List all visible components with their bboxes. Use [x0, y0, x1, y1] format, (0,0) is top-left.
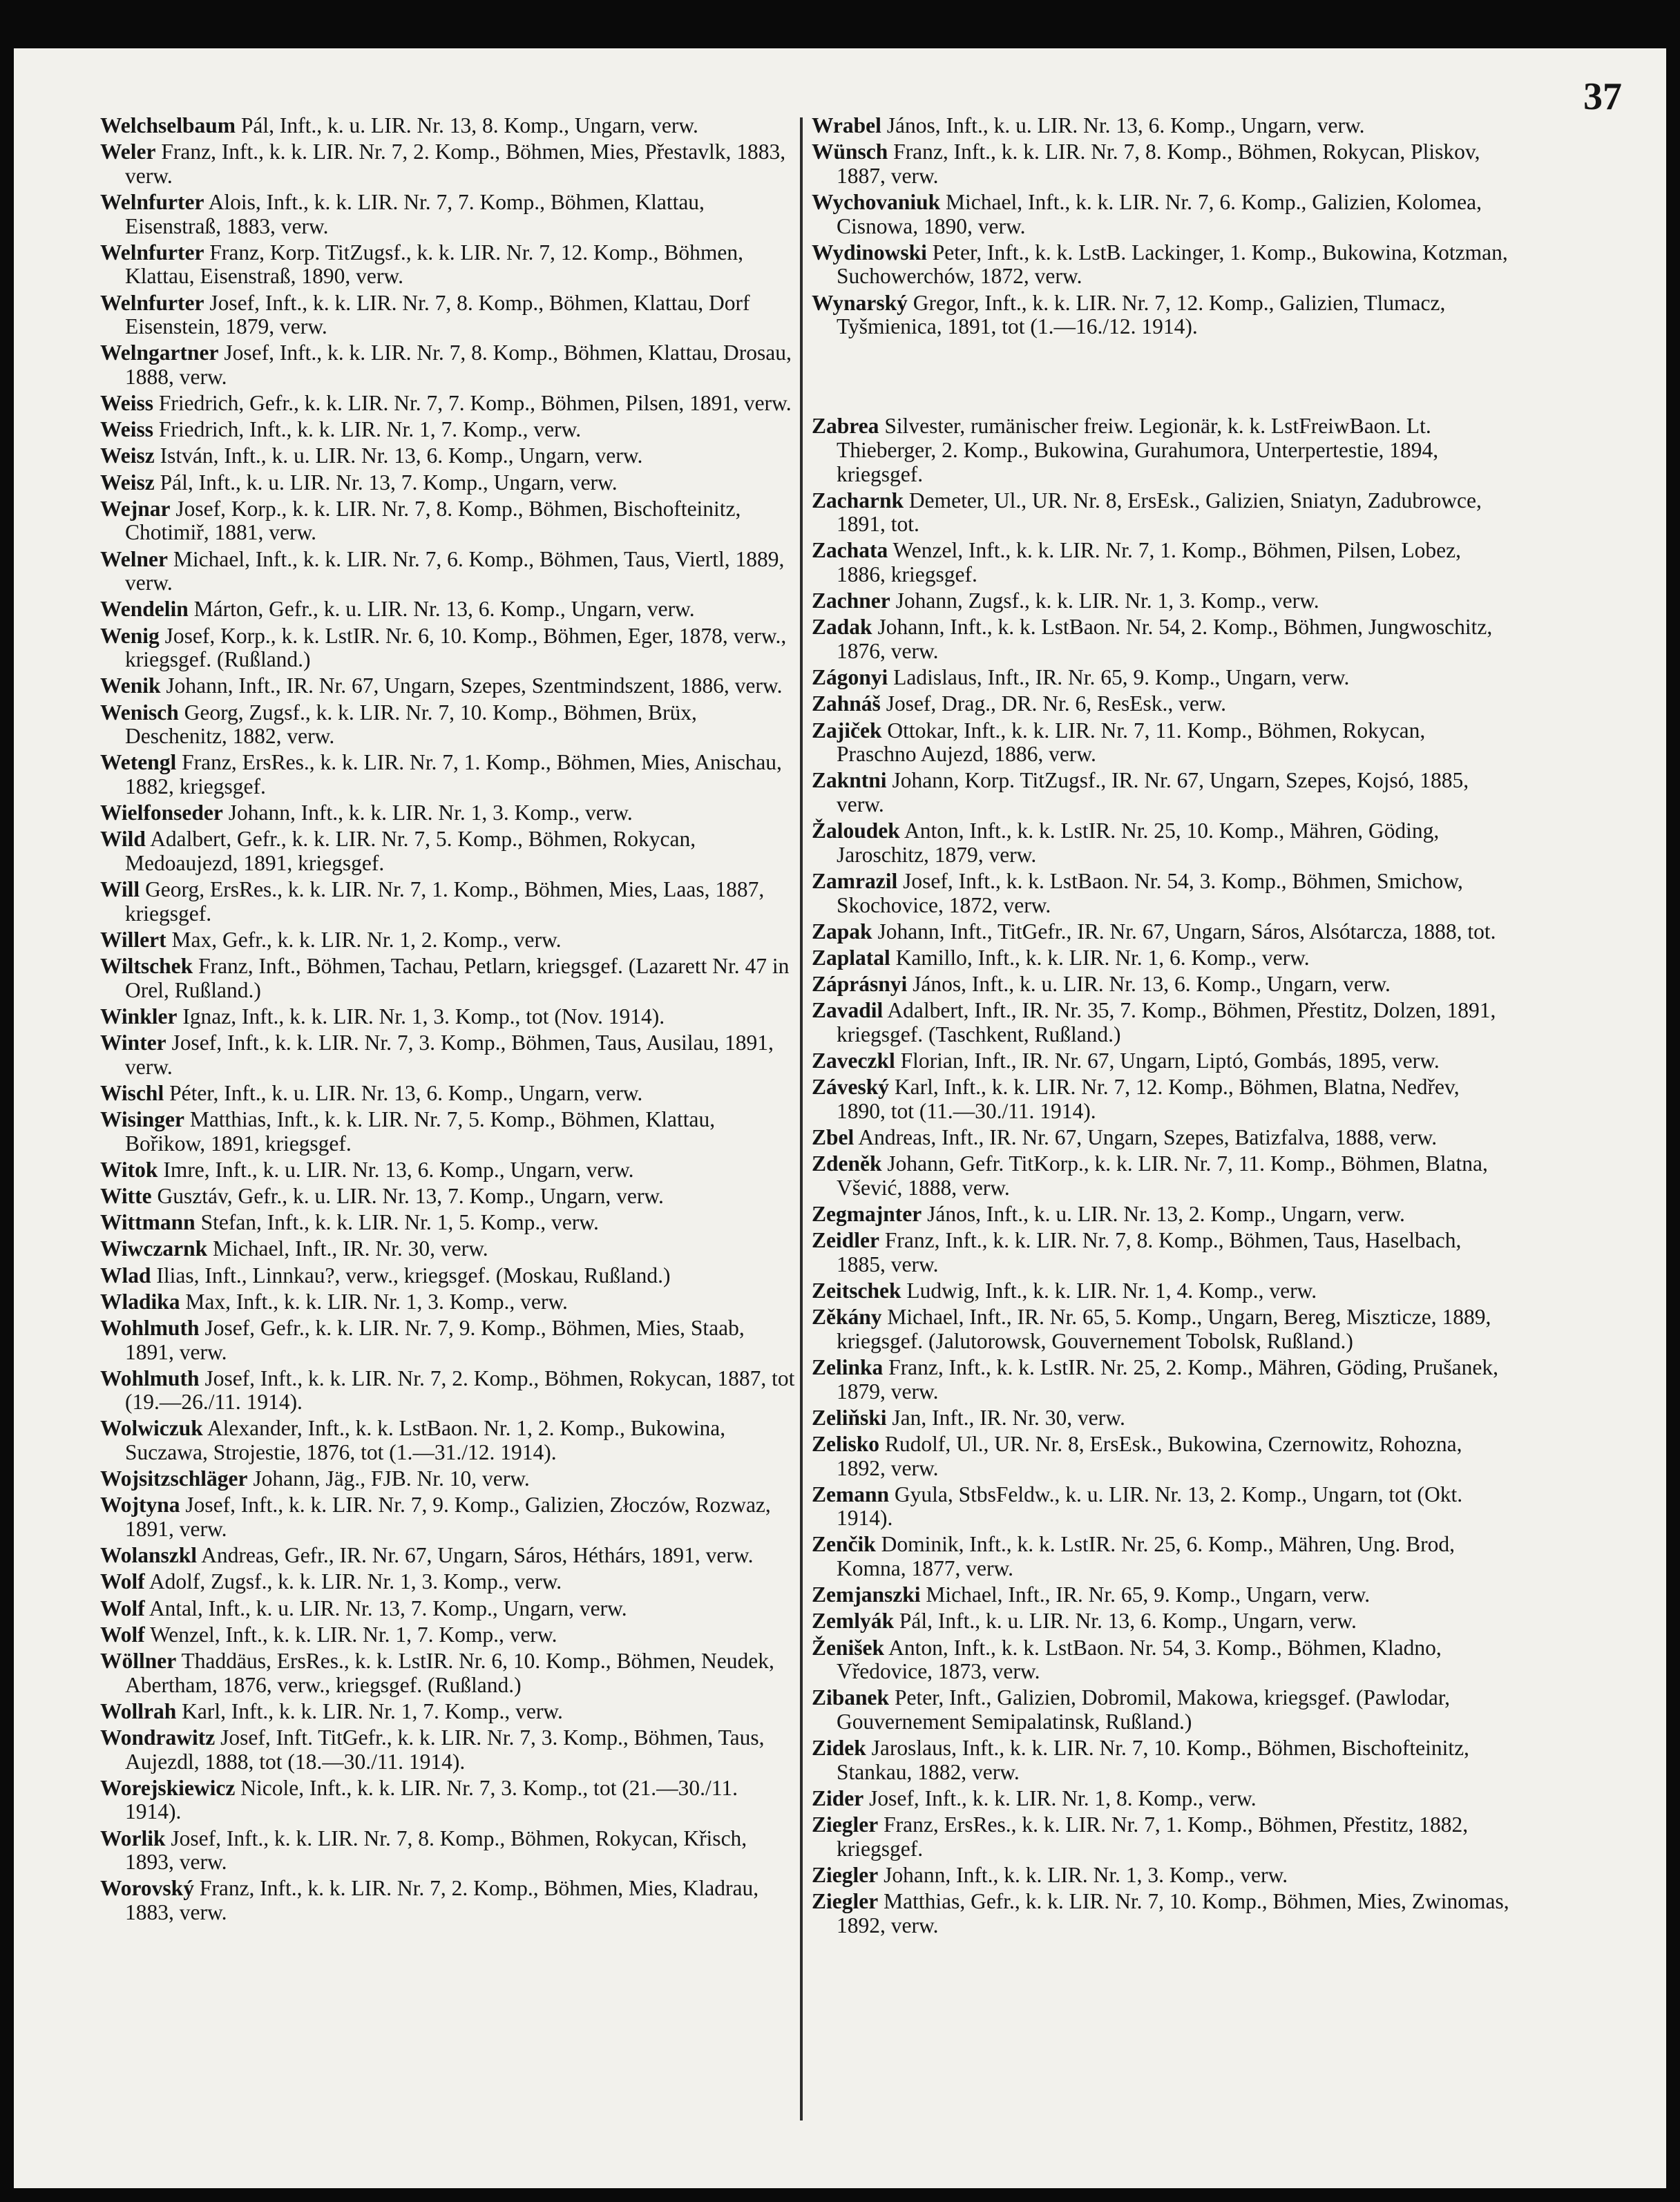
entry-details: Josef, Gefr., k. k. LIR. Nr. 7, 9. Komp., Böhmen, Mies, Staab, 1891, verw. — [125, 1315, 745, 1364]
list-item — [100, 827, 798, 875]
entry-surname: Zadak — [812, 615, 872, 640]
entry-details: Josef, Inft., k. k. LIR. Nr. 7, 9. Komp., Galizien, Złoczów, Rozwaz, 1891, verw. — [125, 1493, 771, 1542]
list-item — [812, 1305, 1509, 1353]
entry-surname: Zacharnk — [812, 488, 904, 513]
list-item — [100, 1493, 798, 1541]
entry-details: Josef, Inft., k. k. LIR. Nr. 7, 8. Komp., Böhmen, Klattau, Drosau, 1888, verw. — [125, 341, 792, 389]
entry-surname: Zaplatal — [812, 945, 890, 970]
entry-details: Pál, Inft., k. u. LIR. Nr. 13, 8. Komp., Ungarn, verw. — [236, 113, 698, 137]
list-item — [812, 414, 1509, 486]
entry-surname: Weisz — [100, 470, 155, 495]
list-item — [100, 1700, 798, 1724]
entry-details: Michael, Inft., k. k. LIR. Nr. 7, 6. Komp., Galizien, Kolomea, Cisnowa, 1890, verw. — [837, 189, 1482, 238]
entry-surname: Zachata — [812, 538, 888, 563]
list-item — [812, 1864, 1509, 1888]
entry-surname: Zakntni — [812, 768, 887, 793]
entry-details: Rudolf, Ul., UR. Nr. 8, ErsEsk., Bukowina, Czernowitz, Rohozna, 1892, verw. — [837, 1431, 1462, 1480]
list-item — [100, 291, 798, 339]
list-item — [812, 1356, 1509, 1404]
entry-surname: Zemann — [812, 1482, 890, 1506]
entry-details: Josef, Korp., k. k. LIR. Nr. 7, 8. Komp., Böhmen, Bischofteinitz, Chotimiř, 1881, verw. — [125, 496, 741, 545]
list-item — [812, 1152, 1509, 1200]
entry-details: Anton, Inft., k. k. LstIR. Nr. 25, 10. Komp., Mähren, Göding, Jaroschitz, 1879, verw. — [837, 818, 1440, 867]
entry-details: Peter, Inft., k. k. LstB. Lackinger, 1. Komp., Bukowina, Kotzman, Suchowerchów, 1872, verw. — [837, 240, 1508, 289]
entry-details: Franz, Inft., Böhmen, Tachau, Petlarn, kriegsgef. (Lazarett Nr. 47 in Orel, Rußland.) — [125, 954, 790, 1002]
list-item — [812, 241, 1509, 289]
list-item — [100, 1417, 798, 1464]
entry-surname: Wiltschek — [100, 954, 193, 979]
entry-surname: Worlik — [100, 1826, 166, 1850]
entry-details: Franz, Inft., k. k. LstIR. Nr. 25, 2. Komp., Mähren, Göding, Prušanek, 1879, verw. — [837, 1354, 1498, 1404]
list-item — [100, 1005, 798, 1029]
entry-surname: Ziegler — [812, 1862, 879, 1887]
entry-details: Ignaz, Inft., k. k. LIR. Nr. 1, 3. Komp., tot (Nov. 1914). — [177, 1004, 665, 1028]
list-item — [812, 819, 1509, 867]
entry-surname: Wynarský — [812, 290, 908, 315]
entry-surname: Wittmann — [100, 1210, 195, 1235]
entry-details: Silvester, rumänischer freiw. Legionär, k. k. LstFreiwBaon. Lt. Thieberger, 2. Komp., Bukowina, Gurahumora, Unterpertestie, 1894, kriegsgef. — [837, 414, 1439, 486]
entry-surname: Wojsitzschläger — [100, 1466, 248, 1491]
entry-details: Alexander, Inft., k. k. LstBaon. Nr. 1, 2. Komp., Bukowina, Suczawa, Strojestie, 1876, tot (1.—31./12. 1914). — [125, 1416, 726, 1465]
entry-details: Jan, Inft., IR. Nr. 30, verw. — [886, 1405, 1125, 1430]
entry-surname: Wydinowski — [812, 240, 927, 265]
entry-details: Johann, Jäg., FJB. Nr. 10, verw. — [247, 1466, 530, 1491]
entry-surname: Zibanek — [812, 1685, 890, 1710]
list-item — [100, 1570, 798, 1594]
entry-surname: Zěkány — [812, 1305, 882, 1330]
list-item — [812, 615, 1509, 663]
list-item — [812, 1787, 1509, 1811]
list-item — [812, 1203, 1509, 1227]
entry-surname: Zeidler — [812, 1228, 879, 1253]
entry-details: Friedrich, Gefr., k. k. LIR. Nr. 7, 7. Komp., Böhmen, Pilsen, 1891, verw. — [153, 391, 792, 416]
entry-details: Josef, Korp., k. k. LstIR. Nr. 6, 10. Komp., Böhmen, Eger, 1878, verw., kriegsgef. (Rußland.) — [125, 623, 787, 672]
entry-surname: Wendelin — [100, 597, 189, 622]
section-gap — [812, 341, 1509, 414]
entry-surname: Wisinger — [100, 1107, 184, 1131]
entry-surname: Worejskiewicz — [100, 1775, 236, 1800]
entry-details: Ladislaus, Inft., IR. Nr. 65, 9. Komp., Ungarn, verw. — [888, 665, 1350, 690]
list-item — [812, 1229, 1509, 1276]
entry-surname: Zapak — [812, 919, 872, 944]
entry-details: Thaddäus, ErsRes., k. k. LstIR. Nr. 6, 10. Komp., Böhmen, Neudek, Abertham, 1876, verw., kriegsgef. (Rußland.) — [125, 1648, 774, 1697]
entry-surname: Witte — [100, 1183, 152, 1208]
entry-surname: Wejnar — [100, 496, 171, 521]
list-item — [812, 719, 1509, 767]
list-item — [100, 1649, 798, 1697]
list-item — [100, 1544, 798, 1568]
entry-surname: Weiss — [100, 391, 154, 416]
entry-surname: Witok — [100, 1157, 158, 1182]
entry-surname: Welnfurter — [100, 240, 204, 265]
list-item — [812, 1279, 1509, 1303]
entry-details: Josef, Inft., k. k. LIR. Nr. 7, 8. Komp., Böhmen, Klattau, Dorf Eisenstein, 1879, verw. — [125, 290, 750, 339]
entry-surname: Žaloudek — [812, 818, 900, 843]
entry-surname: Worovský — [100, 1876, 194, 1901]
entry-surname: Zbel — [812, 1125, 855, 1150]
entry-surname: Will — [100, 877, 140, 902]
list-item — [100, 1264, 798, 1288]
list-item — [812, 769, 1509, 816]
entry-surname: Zegmajnter — [812, 1202, 922, 1226]
list-item — [100, 1467, 798, 1491]
entry-details: István, Inft., k. u. LIR. Nr. 13, 6. Komp., Ungarn, verw. — [154, 443, 643, 468]
entry-surname: Wolf — [100, 1622, 145, 1647]
entry-details: Wenzel, Inft., k. k. LIR. Nr. 1, 7. Komp., verw. — [144, 1622, 557, 1647]
list-item — [812, 1483, 1509, 1531]
column-divider — [800, 117, 803, 2120]
entry-surname: Wischl — [100, 1080, 164, 1105]
entry-surname: Wohlmuth — [100, 1315, 200, 1340]
entry-details: Anton, Inft., k. k. LstBaon. Nr. 54, 3. Komp., Böhmen, Kladno, Vředovice, 1873, verw. — [837, 1635, 1442, 1684]
entry-surname: Wondrawitz — [100, 1725, 216, 1750]
list-item — [100, 1317, 798, 1364]
entry-surname: Zelinka — [812, 1354, 884, 1379]
entry-details: Adalbert, Inft., IR. Nr. 35, 7. Komp., Böhmen, Přestitz, Dolzen, 1891, kriegsgef. (Taschkent, Rußland.) — [837, 998, 1496, 1046]
entry-surname: Zemjanszki — [812, 1582, 921, 1607]
entry-details: Johann, Zugsf., k. k. LIR. Nr. 1, 3. Komp., verw. — [890, 588, 1319, 613]
entry-details: Josef, Drag., DR. Nr. 6, ResEsk., verw. — [880, 691, 1226, 716]
entry-details: Georg, Zugsf., k. k. LIR. Nr. 7, 10. Komp., Böhmen, Brüx, Deschenitz, 1882, verw. — [125, 700, 697, 749]
entry-surname: Wolf — [100, 1596, 145, 1620]
entry-details: Antal, Inft., k. u. LIR. Nr. 13, 7. Komp., Ungarn, verw. — [144, 1596, 627, 1620]
entry-surname: Welchselbaum — [100, 113, 236, 137]
entry-details: Franz, Inft., k. k. LIR. Nr. 7, 8. Komp., Böhmen, Taus, Haselbach, 1885, verw. — [837, 1228, 1462, 1276]
entry-surname: Zaveczkl — [812, 1049, 895, 1073]
entry-surname: Willert — [100, 927, 166, 952]
entry-details: Josef, Inft., k. k. LIR. Nr. 1, 8. Komp., verw. — [863, 1785, 1257, 1810]
entry-details: Adalbert, Gefr., k. k. LIR. Nr. 7, 5. Komp., Böhmen, Rokycan, Medoaujezd, 1891, kriegsgef. — [125, 827, 696, 875]
entry-surname: Zavadil — [812, 998, 884, 1023]
entry-surname: Ženišek — [812, 1635, 885, 1660]
entry-surname: Wenisch — [100, 700, 179, 725]
list-item — [812, 114, 1509, 138]
entry-details: Johann, Gefr. TitKorp., k. k. LIR. Nr. 7, 11. Komp., Böhmen, Blatna, Všević, 1888, verw. — [837, 1151, 1488, 1200]
entry-details: Franz, Korp. TitZugsf., k. k. LIR. Nr. 7, 12. Komp., Böhmen, Klattau, Eisenstraß, 1890, verw. — [125, 240, 743, 289]
entry-surname: Weiss — [100, 417, 154, 442]
entry-details: Georg, ErsRes., k. k. LIR. Nr. 7, 1. Komp., Böhmen, Mies, Laas, 1887, kriegsgef. — [125, 877, 765, 926]
document-page — [14, 48, 1666, 2188]
entry-surname: Zachner — [812, 588, 890, 613]
entry-details: Josef, Inft. TitGefr., k. k. LIR. Nr. 7, 3. Komp., Böhmen, Taus, Aujezdl, 1888, tot (18.—30./11. 1914). — [125, 1725, 765, 1774]
list-item — [812, 1736, 1509, 1784]
entry-details: Peter, Inft., Galizien, Dobromil, Makowa, kriegsgef. (Pawlodar, Gouvernement Semipalatinsk, Rußland.) — [837, 1685, 1450, 1734]
entry-surname: Wladika — [100, 1289, 180, 1314]
list-item — [100, 624, 798, 672]
entry-surname: Welnfurter — [100, 290, 204, 315]
entry-details: Josef, Inft., k. k. LIR. Nr. 7, 2. Komp., Böhmen, Rokycan, 1887, tot (19.—26./11. 1914). — [125, 1366, 795, 1415]
entry-surname: Wiwczarnk — [100, 1236, 208, 1261]
entry-surname: Zelisko — [812, 1431, 880, 1456]
entry-surname: Wenik — [100, 673, 161, 698]
list-item — [100, 392, 798, 416]
list-item — [100, 801, 798, 825]
list-item — [100, 444, 798, 468]
entry-surname: Wöllner — [100, 1648, 177, 1673]
entry-surname: Wohlmuth — [100, 1366, 200, 1390]
entry-details: Nicole, Inft., k. k. LIR. Nr. 7, 3. Komp., tot (21.—30./11. 1914). — [125, 1775, 738, 1824]
entry-surname: Wenig — [100, 623, 160, 648]
entry-details: Franz, ErsRes., k. k. LIR. Nr. 7, 1. Komp., Böhmen, Přestitz, 1882, kriegsgef. — [837, 1812, 1469, 1861]
list-item — [812, 140, 1509, 188]
entry-details: Max, Gefr., k. k. LIR. Nr. 1, 2. Komp., verw. — [166, 927, 562, 952]
entry-details: Johann, Inft., IR. Nr. 67, Ungarn, Szepes, Szentmindszent, 1886, verw. — [160, 673, 783, 698]
list-item — [100, 701, 798, 749]
entry-details: Pál, Inft., k. u. LIR. Nr. 13, 7. Komp., Ungarn, verw. — [154, 470, 618, 495]
list-item — [100, 114, 798, 138]
list-item — [100, 878, 798, 926]
entry-surname: Zeliňski — [812, 1405, 887, 1430]
entry-surname: Zeitschek — [812, 1278, 901, 1303]
entry-details: Michael, Inft., k. k. LIR. Nr. 7, 6. Komp., Böhmen, Taus, Viertl, 1889, verw. — [125, 546, 785, 595]
entry-surname: Wetengl — [100, 750, 177, 775]
list-item — [812, 946, 1509, 970]
list-item — [100, 241, 798, 289]
entry-surname: Wolwiczuk — [100, 1416, 203, 1441]
entry-details: János, Inft., k. u. LIR. Nr. 13, 6. Komp., Ungarn, verw. — [907, 972, 1391, 997]
entry-details: Franz, Inft., k. k. LIR. Nr. 7, 2. Komp., Böhmen, Mies, Kladrau, 1883, verw. — [125, 1876, 759, 1924]
list-item — [100, 597, 798, 622]
list-item — [812, 973, 1509, 997]
list-item — [100, 1031, 798, 1079]
right-column — [812, 114, 1509, 2165]
list-item — [812, 1813, 1509, 1861]
list-item — [100, 1211, 798, 1235]
list-item — [100, 674, 798, 698]
entry-details: Gusztáv, Gefr., k. u. LIR. Nr. 13, 7. Komp., Ungarn, verw. — [151, 1183, 664, 1208]
entry-surname: Zidek — [812, 1736, 866, 1761]
entry-details: Max, Inft., k. k. LIR. Nr. 1, 3. Komp., verw. — [180, 1289, 568, 1314]
entry-surname: Záprásnyi — [812, 972, 908, 997]
entry-details: János, Inft., k. u. LIR. Nr. 13, 6. Komp., Ungarn, verw. — [881, 113, 1365, 137]
entry-surname: Wolanszkl — [100, 1543, 198, 1568]
list-item — [100, 1877, 798, 1924]
entry-details: Michael, Inft., IR. Nr. 65, 9. Komp., Ungarn, verw. — [920, 1582, 1371, 1607]
entry-surname: Zabrea — [812, 414, 879, 439]
entry-details: Karl, Inft., k. k. LIR. Nr. 1, 7. Komp., verw. — [176, 1698, 563, 1723]
entry-surname: Winter — [100, 1031, 166, 1055]
list-item — [100, 928, 798, 952]
list-item — [100, 1158, 798, 1183]
entry-details: Johann, Inft., TitGefr., IR. Nr. 67, Ungarn, Sáros, Alsótarcza, 1888, tot. — [872, 919, 1496, 944]
entry-surname: Zajiček — [812, 718, 882, 743]
entry-details: Ottokar, Inft., k. k. LIR. Nr. 7, 11. Komp., Böhmen, Rokycan, Praschno Aujezd, 1886, verw. — [837, 718, 1426, 767]
entry-surname: Wild — [100, 827, 146, 852]
list-item — [100, 1623, 798, 1647]
list-item — [100, 497, 798, 545]
entry-surname: Zemlyák — [812, 1609, 895, 1634]
entry-details: Josef, Inft., k. k. LIR. Nr. 7, 3. Komp., Böhmen, Taus, Ausilau, 1891, verw. — [125, 1031, 774, 1079]
list-item — [100, 955, 798, 1002]
list-item — [100, 1367, 798, 1415]
list-item — [812, 539, 1509, 586]
entry-details: Jaroslaus, Inft., k. k. LIR. Nr. 7, 10. Komp., Böhmen, Bischofteinitz, Stankau, 1882, verw. — [837, 1736, 1469, 1784]
list-item — [812, 1583, 1509, 1607]
list-item — [100, 1827, 798, 1875]
entry-surname: Wielfonseder — [100, 801, 223, 825]
entry-details: Franz, Inft., k. k. LIR. Nr. 7, 2. Komp., Böhmen, Mies, Přestavlk, 1883, verw. — [125, 140, 786, 188]
entry-details: Gyula, StbsFeldw., k. u. LIR. Nr. 13, 2. Komp., Ungarn, tot (Okt. 1914). — [837, 1482, 1463, 1531]
entry-details: Pál, Inft., k. u. LIR. Nr. 13, 6. Komp., Ungarn, verw. — [894, 1609, 1357, 1634]
entry-details: Johann, Inft., k. k. LIR. Nr. 1, 3. Komp., verw. — [222, 801, 633, 825]
entry-surname: Zenčik — [812, 1532, 876, 1557]
entry-details: Matthias, Inft., k. k. LIR. Nr. 7, 5. Komp., Böhmen, Klattau, Bořikow, 1891, kriegsgef. — [125, 1107, 716, 1156]
entry-details: Johann, Inft., k. k. LstBaon. Nr. 54, 2. Komp., Böhmen, Jungwoschitz, 1876, verw. — [837, 615, 1493, 664]
entry-surname: Ziegler — [812, 1812, 879, 1837]
entry-surname: Wychovaniuk — [812, 189, 941, 214]
list-item — [812, 1890, 1509, 1937]
entry-details: Ilias, Inft., Linnkau?, verw., kriegsgef. (Moskau, Rußland.) — [151, 1263, 671, 1287]
page-number: 37 — [1583, 75, 1622, 118]
list-item — [812, 1433, 1509, 1480]
list-item — [100, 140, 798, 188]
entry-details: Adolf, Zugsf., k. k. LIR. Nr. 1, 3. Komp., verw. — [144, 1569, 562, 1594]
entry-details: Kamillo, Inft., k. k. LIR. Nr. 1, 6. Komp., verw. — [890, 945, 1310, 970]
list-item — [812, 589, 1509, 613]
list-item — [100, 548, 798, 595]
entry-details: Michael, Inft., IR. Nr. 30, verw. — [207, 1236, 488, 1261]
entry-details: Franz, Inft., k. k. LIR. Nr. 7, 8. Komp., Böhmen, Rokycan, Pliskov, 1887, verw. — [837, 140, 1480, 188]
entry-details: Florian, Inft., IR. Nr. 67, Ungarn, Liptó, Gombás, 1895, verw. — [895, 1049, 1440, 1073]
entry-surname: Zider — [812, 1785, 864, 1810]
list-item — [812, 1406, 1509, 1430]
entry-details: János, Inft., k. u. LIR. Nr. 13, 2. Komp., Ungarn, verw. — [922, 1202, 1405, 1226]
entry-surname: Záveský — [812, 1075, 890, 1100]
list-item — [812, 1126, 1509, 1150]
entry-surname: Weisz — [100, 443, 155, 468]
entry-details: Demeter, Ul., UR. Nr. 8, ErsEsk., Galizien, Sniatyn, Zadubrowce, 1891, tot. — [837, 488, 1482, 537]
list-item — [100, 1777, 798, 1824]
entry-surname: Winkler — [100, 1004, 178, 1028]
entry-details: Alois, Inft., k. k. LIR. Nr. 7, 7. Komp., Böhmen, Klattau, Eisenstraß, 1883, verw. — [125, 189, 705, 238]
entry-surname: Welngartner — [100, 341, 219, 365]
entry-details: Johann, Korp. TitZugsf., IR. Nr. 67, Ungarn, Szepes, Kojsó, 1885, verw. — [837, 768, 1469, 816]
entry-surname: Welnfurter — [100, 189, 204, 214]
list-item — [812, 920, 1509, 944]
entry-details: Matthias, Gefr., k. k. LIR. Nr. 7, 10. Komp., Böhmen, Mies, Zwinomas, 1892, verw. — [837, 1889, 1509, 1937]
list-item — [100, 751, 798, 798]
list-item — [812, 291, 1509, 339]
entry-details: Péter, Inft., k. u. LIR. Nr. 13, 6. Komp., Ungarn, verw. — [164, 1080, 643, 1105]
list-item — [100, 191, 798, 238]
list-item — [100, 471, 798, 495]
entry-surname: Zdeněk — [812, 1151, 882, 1176]
entry-details: Michael, Inft., IR. Nr. 65, 5. Komp., Ungarn, Bereg, Miszticze, 1889, kriegsgef. (Jalutorowsk, Gouvernement Tobolsk, Rußland.) — [837, 1305, 1491, 1353]
list-item — [100, 1597, 798, 1621]
list-item — [100, 1108, 798, 1156]
list-item — [812, 1049, 1509, 1073]
list-item — [812, 870, 1509, 917]
left-column — [100, 114, 798, 2165]
entry-surname: Zahnáš — [812, 691, 881, 716]
entry-surname: Wollrah — [100, 1698, 177, 1723]
entry-details: Márton, Gefr., k. u. LIR. Nr. 13, 6. Komp., Ungarn, verw. — [188, 597, 695, 622]
list-item — [812, 489, 1509, 537]
entry-details: Friedrich, Inft., k. k. LIR. Nr. 1, 7. Komp., verw. — [153, 417, 582, 442]
entry-details: Imre, Inft., k. u. LIR. Nr. 13, 6. Komp., Ungarn, verw. — [158, 1157, 634, 1182]
entry-details: Josef, Inft., k. k. LIR. Nr. 7, 8. Komp., Böhmen, Rokycan, Křisch, 1893, verw. — [125, 1826, 747, 1875]
entry-details: Josef, Inft., k. k. LstBaon. Nr. 54, 3. Komp., Böhmen, Smichow, Skochovice, 1872, verw. — [837, 868, 1463, 917]
list-item — [100, 1185, 798, 1209]
entry-details: Franz, ErsRes., k. k. LIR. Nr. 7, 1. Komp., Böhmen, Mies, Anischau, 1882, kriegsgef. — [125, 750, 782, 798]
list-item — [812, 999, 1509, 1046]
entry-details: Andreas, Inft., IR. Nr. 67, Ungarn, Szepes, Batizfalva, 1888, verw. — [854, 1125, 1438, 1150]
list-item — [812, 1533, 1509, 1580]
list-item — [812, 1636, 1509, 1684]
entry-surname: Zágonyi — [812, 665, 888, 690]
list-item — [100, 1237, 798, 1261]
list-item — [812, 1686, 1509, 1734]
entry-surname: Zamrazil — [812, 868, 898, 893]
list-item — [100, 1726, 798, 1774]
list-item — [812, 692, 1509, 716]
entry-surname: Wojtyna — [100, 1493, 180, 1518]
entry-surname: Weler — [100, 140, 156, 164]
entry-surname: Wlad — [100, 1263, 151, 1287]
entry-details: Gregor, Inft., k. k. LIR. Nr. 7, 12. Komp., Galizien, Tlumacz, Tyšmienica, 1891, tot (1.—16./12. 1914). — [837, 290, 1446, 339]
entry-details: Dominik, Inft., k. k. LstIR. Nr. 25, 6. Komp., Mähren, Ung. Brod, Komna, 1877, verw. — [837, 1532, 1455, 1581]
list-item — [100, 418, 798, 442]
list-item — [812, 1609, 1509, 1634]
entry-surname: Wrabel — [812, 113, 881, 137]
entry-details: Johann, Inft., k. k. LIR. Nr. 1, 3. Komp., verw. — [878, 1862, 1288, 1887]
entry-surname: Welner — [100, 546, 168, 571]
list-item — [812, 666, 1509, 690]
entry-details: Stefan, Inft., k. k. LIR. Nr. 1, 5. Komp., verw. — [195, 1210, 599, 1235]
list-item — [812, 191, 1509, 238]
entry-surname: Ziegler — [812, 1889, 879, 1914]
entry-details: Karl, Inft., k. k. LIR. Nr. 7, 12. Komp., Böhmen, Blatna, Nedřev, 1890, tot (11.—30./11. 1914). — [837, 1075, 1460, 1123]
list-item — [100, 341, 798, 389]
list-item — [100, 1290, 798, 1314]
entry-surname: Wolf — [100, 1569, 145, 1594]
list-item — [100, 1082, 798, 1106]
entry-details: Ludwig, Inft., k. k. LIR. Nr. 1, 4. Komp., verw. — [901, 1278, 1317, 1303]
entry-details: Andreas, Gefr., IR. Nr. 67, Ungarn, Sáros, Héthárs, 1891, verw. — [197, 1543, 754, 1568]
entry-details: Wenzel, Inft., k. k. LIR. Nr. 7, 1. Komp., Böhmen, Pilsen, Lobez, 1886, kriegsgef. — [837, 538, 1462, 587]
list-item — [812, 1075, 1509, 1123]
entry-surname: Wünsch — [812, 140, 888, 164]
